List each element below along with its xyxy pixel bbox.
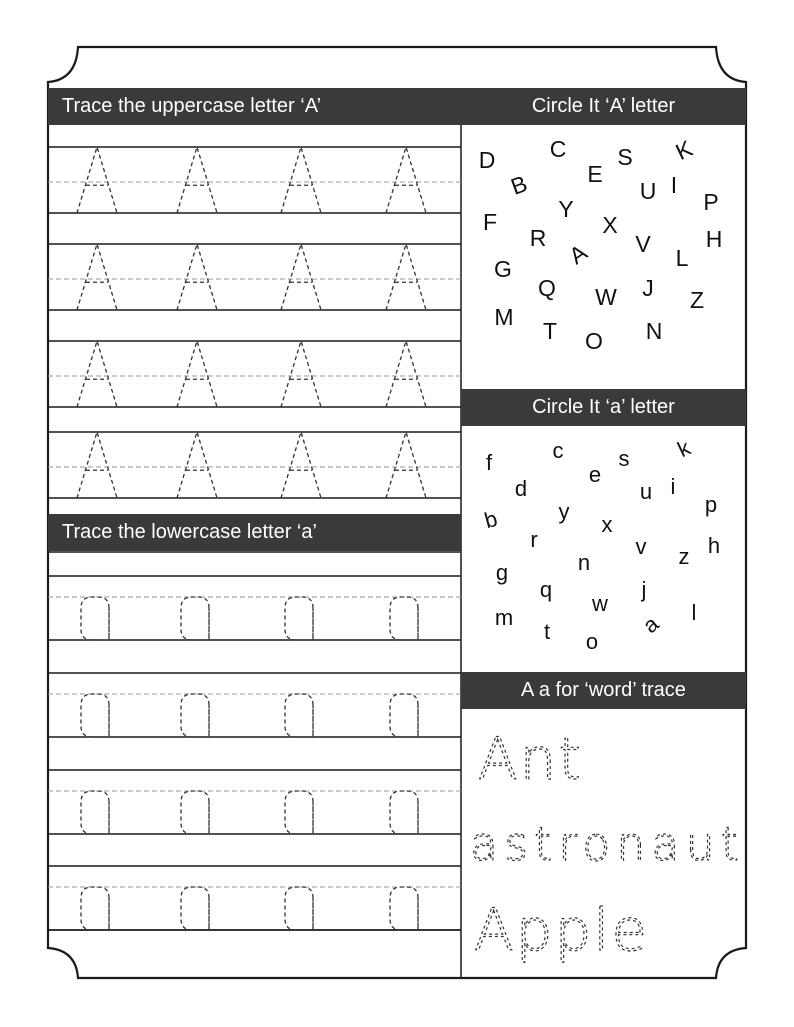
scatter-letter: x [601,512,613,537]
trace-letter-a [81,887,109,930]
trace-letter-A [281,432,321,498]
scatter-letter: f [485,450,493,475]
scatter-letter: T [542,318,558,344]
scatter-letter: Q [538,275,556,301]
scatter-letter: h [707,533,721,558]
word-trace-header [461,672,746,709]
scatter-letter: N [645,318,663,344]
scatter-letter: R [529,225,547,251]
scatter-letter: V [635,231,651,257]
scatter-letter: z [678,544,690,569]
trace-letter-a [285,694,313,737]
trace-letter-A [281,341,321,407]
scatter-letter: H [705,226,723,252]
uppercase-trace-header [48,88,461,125]
trace-word: Ant [478,725,584,793]
circle-upper-letters [479,135,723,354]
scatter-letter: b [481,505,501,534]
trace-letter-A [281,147,321,213]
trace-word: astronaut [470,817,745,871]
scatter-letter: A [564,238,592,270]
trace-letter-A [177,341,217,407]
scatter-letter: m [494,605,514,630]
scatter-letter: s [618,446,630,471]
scatter-letter: W [595,284,617,310]
scatter-letter: w [592,591,608,616]
scatter-letter: k [673,434,695,463]
trace-letter-A [177,147,217,213]
trace-letter-a [181,887,209,930]
trace-letter-a [285,791,313,834]
circle-upper-header [461,88,746,125]
trace-letter-a [181,791,209,834]
uppercase-guide-lines [48,147,461,498]
trace-letter-a [390,694,418,737]
trace-letter-a [390,597,418,640]
scatter-letter: Z [689,287,705,313]
circle-upper-title: Circle It ‘A’ letter [531,95,676,117]
trace-letter-a [285,887,313,930]
word-trace-words [470,725,745,964]
circle-lower-title: Circle It ‘a’ letter [532,396,675,418]
scatter-letter: L [675,245,689,271]
scatter-letter: O [585,328,603,354]
scatter-letter: J [642,275,654,301]
scatter-letter: G [494,256,512,282]
circle-lower-header [461,389,746,426]
trace-letter-A [386,341,426,407]
scatter-letter: n [577,550,591,575]
scatter-letter: P [703,189,719,215]
trace-letter-a [81,791,109,834]
scatter-letter: a [637,611,664,639]
scatter-letter: j [641,577,647,602]
trace-letter-A [77,147,117,213]
scatter-letter: q [539,577,553,602]
lowercase-trace-header [48,514,461,551]
lowercase-trace-title: Trace the lowercase letter ‘a’ [62,521,317,543]
trace-letter-a [285,597,313,640]
scatter-letter: d [514,476,528,501]
scatter-letter: l [691,600,697,625]
scatter-letter: I [670,172,678,198]
scatter-letter: C [549,136,567,162]
scatter-letter: g [495,560,509,585]
trace-letter-A [177,244,217,310]
uppercase-trace-title: Trace the uppercase letter ‘A’ [62,95,322,117]
trace-letter-A [77,432,117,498]
scatter-letter: r [530,527,538,552]
lowercase-guide-lines [48,552,461,930]
trace-letter-A [386,432,426,498]
scatter-letter: o [585,629,599,654]
trace-letter-A [77,341,117,407]
scatter-letter: y [558,499,570,524]
scatter-letter: E [587,161,603,187]
scatter-letter: U [639,178,657,204]
uppercase-trace-letters [77,147,426,498]
trace-letter-A [77,244,117,310]
scatter-letter: X [602,212,618,238]
scatter-letter: K [671,134,697,166]
scatter-letter: i [670,474,676,499]
scatter-letter: S [617,144,633,170]
trace-letter-A [281,244,321,310]
lowercase-trace-letters [81,597,418,930]
scatter-letter: p [704,492,718,517]
trace-letter-A [386,244,426,310]
trace-letter-a [390,887,418,930]
scatter-letter: e [588,462,602,487]
trace-letter-a [390,791,418,834]
trace-letter-a [181,694,209,737]
trace-letter-a [81,597,109,640]
trace-letter-a [81,694,109,737]
scatter-letter: v [635,534,647,559]
trace-letter-A [386,147,426,213]
scatter-letter: B [507,170,531,200]
scatter-letter: F [482,209,498,235]
scatter-letter: Y [558,196,574,222]
word-trace-title: A a for ‘word’ trace [521,679,686,701]
circle-lower-letters [482,434,720,654]
trace-letter-a [181,597,209,640]
trace-letter-A [177,432,217,498]
scatter-letter: u [639,479,653,504]
scatter-letter: M [494,304,514,330]
scatter-letter: c [552,438,564,463]
scatter-letter: D [478,147,496,173]
trace-word: Apple [474,896,650,964]
scatter-letter: t [543,619,551,644]
